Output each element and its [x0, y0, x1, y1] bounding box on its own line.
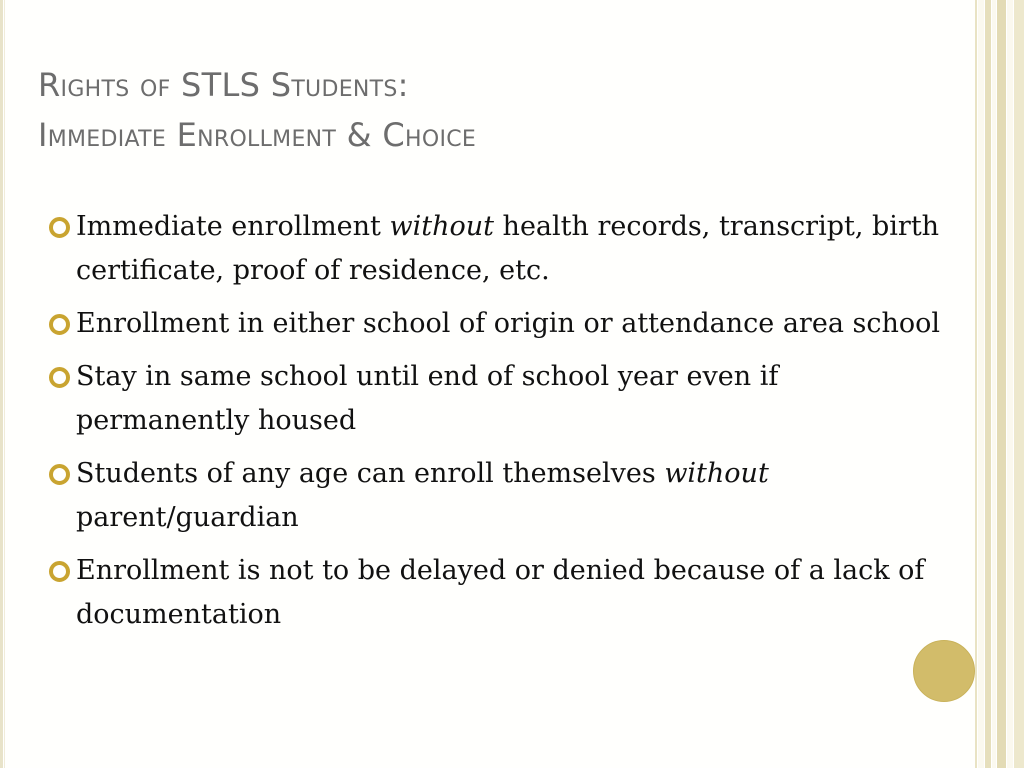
ring-bullet-icon	[49, 217, 70, 238]
bullet-text: Stay in same school until end of school year even if permanently housed	[76, 361, 779, 436]
title-line-1: Rights of STLS Students:	[38, 66, 409, 104]
bullet-item	[46, 302, 958, 346]
ring-bullet-icon	[49, 464, 70, 485]
bullet-list	[46, 205, 958, 646]
bullet-item	[46, 205, 958, 293]
bullet-emphasis: without	[664, 458, 769, 489]
bullet-text: Enrollment in either school of origin or attendance area school	[76, 308, 941, 339]
title-line-2: Immediate Enrollment & Choice	[38, 116, 477, 154]
bullet-item	[46, 452, 958, 540]
bullet-text: Students of any age can enroll themselves without parent/guardian	[76, 458, 769, 533]
bullet-text: Immediate enrollment without health records, transcript, birth certificate, proof of residence, etc.	[76, 211, 940, 286]
ring-bullet-icon	[49, 367, 70, 388]
decorative-stripes	[975, 0, 1024, 768]
left-border-line-inner	[4, 0, 5, 768]
ring-bullet-icon	[49, 314, 70, 335]
slide-title	[38, 60, 938, 160]
left-border-line	[0, 0, 3, 768]
decorative-gold-circle	[913, 640, 975, 702]
bullet-text: Enrollment is not to be delayed or denied because of a lack of documentation	[76, 555, 925, 630]
bullet-item	[46, 549, 958, 637]
bullet-item	[46, 355, 958, 443]
bullet-emphasis: without	[389, 211, 494, 242]
ring-bullet-icon	[49, 561, 70, 582]
